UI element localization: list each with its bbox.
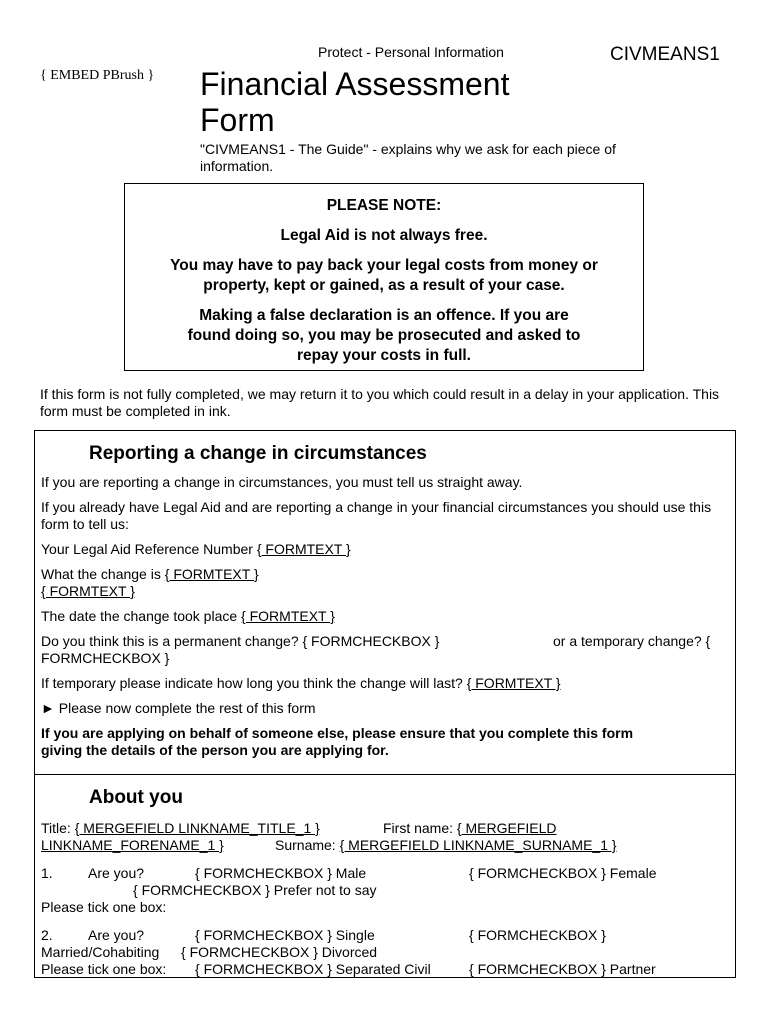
first-name-field-b[interactable]: LINKNAME_FORENAME_1 } (41, 837, 224, 853)
embed-field: { EMBED PBrush } (40, 68, 155, 83)
change-heading: Reporting a change in circumstances (89, 443, 427, 464)
married-checkbox[interactable]: { FORMCHECKBOX } (469, 927, 606, 943)
note-box (124, 183, 644, 371)
note-line-1: Legal Aid is not always free. (280, 227, 488, 244)
q2-tick: Please tick one box: (41, 961, 167, 977)
name-row (41, 820, 731, 854)
title-label: Title: (41, 820, 75, 836)
married-label: Married/Cohabiting (41, 944, 160, 960)
title-line-1: Financial Assessment (200, 66, 510, 102)
ref-label: Your Legal Aid Reference Number (41, 541, 257, 557)
note-line-2a: You may have to pay back your legal costs from money or (170, 257, 598, 274)
howlong-row (41, 675, 731, 692)
single-checkbox[interactable]: { FORMCHECKBOX } Single (195, 927, 375, 943)
temporary-change-checkbox[interactable]: or a temporary change? { (553, 633, 711, 649)
surname-label: Surname: (275, 837, 340, 853)
page-title (200, 66, 560, 138)
first-name-field-a[interactable]: { MERGEFIELD (456, 820, 557, 836)
what-label: What the change is (41, 566, 165, 582)
perm-temp-row (41, 633, 731, 667)
temporary-change-cont: FORMCHECKBOX } (41, 650, 170, 666)
permanent-change-checkbox[interactable]: Do you think this is a permanent change? { FORMCHECKBOX } (41, 633, 440, 649)
howlong-field[interactable]: { FORMTEXT } (466, 675, 561, 691)
ref-row (41, 541, 731, 558)
form-code: CIVMEANS1 (610, 44, 720, 65)
what-row (41, 566, 731, 600)
completion-warning: If this form is not fully completed, we may return it to you which could result in a delay in your application. This form must be completed in ink. (40, 386, 720, 419)
about-heading: About you (89, 787, 183, 808)
q1-tick: Please tick one box: (41, 899, 167, 915)
title-field[interactable]: { MERGEFIELD LINKNAME_TITLE_1 } (74, 820, 320, 836)
female-checkbox[interactable]: { FORMCHECKBOX } Female (469, 865, 657, 881)
note-line-3c: repay your costs in full. (297, 347, 471, 364)
male-checkbox[interactable]: { FORMCHECKBOX } Male (195, 865, 367, 881)
what-field-1[interactable]: { FORMTEXT } (164, 566, 259, 582)
first-name-label: First name: (383, 820, 457, 836)
partner-checkbox[interactable]: { FORMCHECKBOX } Partner (469, 961, 656, 977)
q2-text: Are you? (88, 927, 145, 943)
about-section (34, 774, 736, 978)
divorced-checkbox[interactable]: { FORMCHECKBOX } Divorced (181, 944, 378, 960)
prefer-not-checkbox[interactable]: { FORMCHECKBOX } Prefer not to say (133, 882, 377, 898)
question-2 (41, 927, 731, 978)
howlong-label: If temporary please indicate how long you think the change will last? (41, 675, 467, 691)
surname-field[interactable]: { MERGEFIELD LINKNAME_SURNAME_1 } (339, 837, 617, 853)
change-p1: If you are reporting a change in circumstances, you must tell us straight away. (41, 474, 523, 490)
q1-number: 1. (41, 865, 53, 881)
behalf-line-2: giving the details of the person you are applying for. (41, 742, 389, 758)
q1-text: Are you? (88, 865, 145, 881)
change-p2: If you already have Legal Aid and are reporting a change in your financial circumstances you should use this form to tell us: (41, 499, 712, 532)
note-line-3b: found doing so, you may be prosecuted and asked to (187, 327, 581, 344)
title-line-2: Form (200, 102, 275, 138)
protect-label: Protect - Personal Information (318, 44, 504, 60)
separated-checkbox[interactable]: { FORMCHECKBOX } Separated Civil (195, 961, 431, 977)
behalf-note (41, 725, 731, 759)
date-field[interactable]: { FORMTEXT } (241, 608, 335, 624)
date-label: The date the change took place (41, 608, 242, 624)
guide-text: "CIVMEANS1 - The Guide" - explains why we ask for each piece of information. (200, 141, 616, 174)
note-line-3a: Making a false declaration is an offence. If you are (199, 307, 569, 324)
ref-field[interactable]: { FORMTEXT } (256, 541, 351, 557)
note-line-2b: property, kept or gained, as a result of your case. (203, 277, 565, 294)
note-heading: PLEASE NOTE: (326, 197, 442, 214)
what-field-2[interactable]: { FORMTEXT } (41, 583, 135, 599)
behalf-line-1: If you are applying on behalf of someone else, please ensure that you complete this form (41, 725, 634, 741)
date-row (41, 608, 731, 625)
q2-number: 2. (41, 927, 53, 943)
complete-rest: ► Please now complete the rest of this form (41, 700, 316, 716)
change-section (34, 430, 736, 775)
question-1 (41, 865, 731, 916)
